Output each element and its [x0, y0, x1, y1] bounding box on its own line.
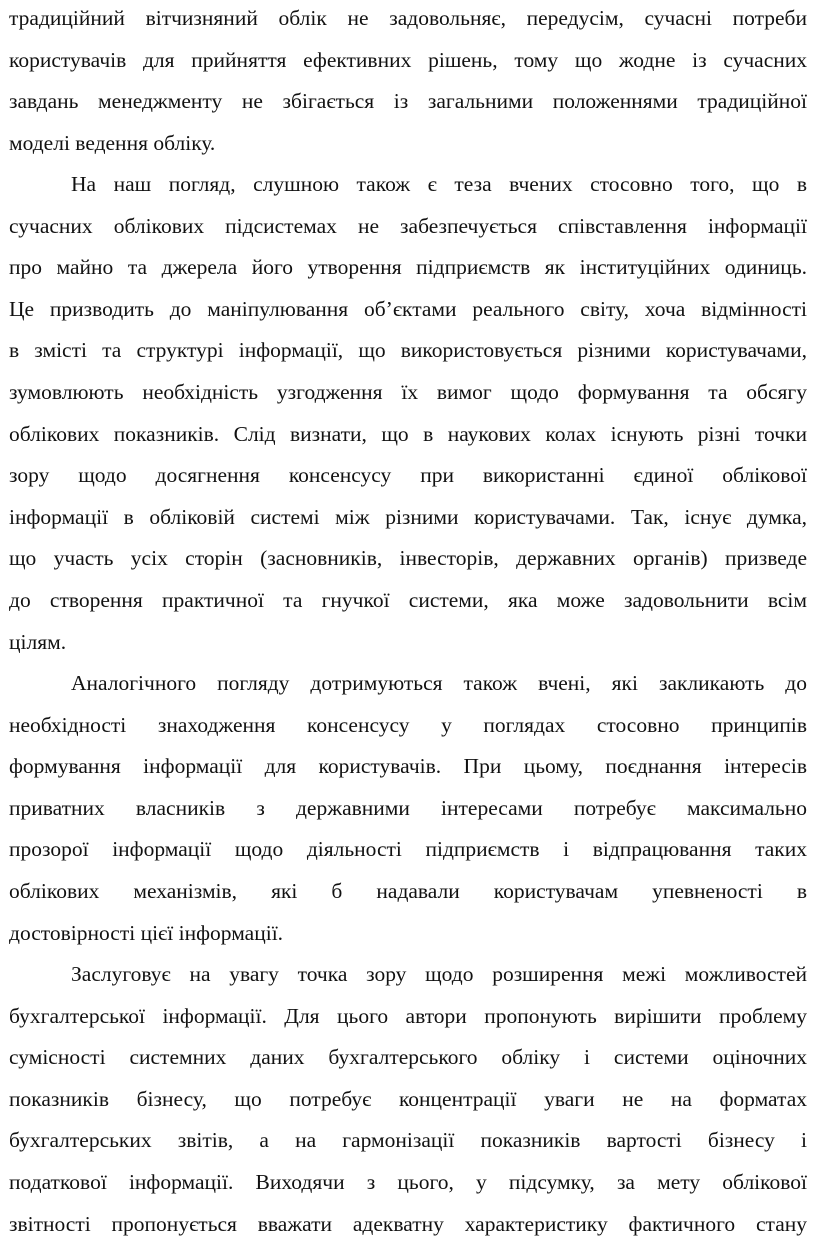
text-line: користувачів для прийняття ефективних рішень, тому що жодне із сучасних [9, 47, 807, 72]
text-line: моделі ведення обліку. [9, 130, 216, 155]
text-line: прозорої інформації щодо діяльності підприємств і відпрацювання таких [9, 837, 807, 862]
text-line: цілям. [9, 629, 67, 654]
paragraph-1 [9, 0, 807, 164]
text-line: податкової інформації. Виходячи з цього, у підсумку, за мету облікової [9, 1169, 807, 1194]
text-line: сумісності системних даних бухгалтерського обліку і системи оціночних [9, 1045, 807, 1070]
text-line: інформації в обліковій системі між різними користувачами. Так, існує думка, [9, 504, 807, 529]
text-line: облікових показників. Слід визнати, що в наукових колах існують різні точки [9, 421, 807, 446]
paragraph-4 [9, 954, 807, 1245]
text-line: облікових механізмів, які б надавали користувачам упевненості в [9, 878, 807, 903]
text-line: бухгалтерської інформації. Для цього автори пропонують вирішити проблему [9, 1003, 807, 1028]
text-line: показників бізнесу, що потребує концентрації уваги не на форматах [9, 1086, 807, 1111]
text-line: звітності пропонується вважати адекватну характеристику фактичного стану [9, 1211, 807, 1236]
text-line: про майно та джерела його утворення підприємств як інституційних одиниць. [9, 255, 807, 280]
text-line: достовірності цієї інформації. [9, 920, 284, 945]
text-line: формування інформації для користувачів. При цьому, поєднання інтересів [9, 754, 807, 779]
text-line: необхідності знаходження консенсусу у поглядах стосовно принципів [9, 712, 807, 737]
text-line: завдань менеджменту не збігається із загальними положеннями традиційної [9, 89, 807, 114]
text-line: зумовлюють необхідність узгодження їх вимог щодо формування та обсягу [9, 379, 807, 404]
paragraph-2 [9, 164, 807, 663]
text-line: традиційний вітчизняний облік не задовольняє, передусім, сучасні потреби [9, 6, 807, 30]
text-line: в змісті та структурі інформації, що використовується різними користувачами, [9, 338, 807, 363]
text-line: Аналогічного погляду дотримуються також вчені, які закликають до [71, 671, 807, 695]
text-line: бухгалтерських звітів, а на гармонізації показників вартості бізнесу і [9, 1128, 807, 1153]
paragraph-3 [9, 663, 807, 954]
text-line: Це призводить до маніпулювання об’єктами реального світу, хоча відмінності [9, 296, 807, 321]
text-line: На наш погляд, слушною також є теза вчених стосовно того, що в [71, 172, 807, 196]
text-line: до створення практичної та гнучкої системи, яка може задовольнити всім [9, 587, 807, 612]
text-line: приватних власників з державними інтересами потребує максимально [9, 795, 807, 820]
text-line: що участь усіх сторін (засновників, інвесторів, державних органів) призведе [9, 546, 807, 571]
text-line: Заслуговує на увагу точка зору щодо розширення межі можливостей [71, 962, 807, 986]
text-line: сучасних облікових підсистемах не забезпечується співставлення інформації [9, 213, 807, 238]
text-line: зору щодо досягнення консенсусу при використанні єдиної облікової [9, 463, 807, 488]
